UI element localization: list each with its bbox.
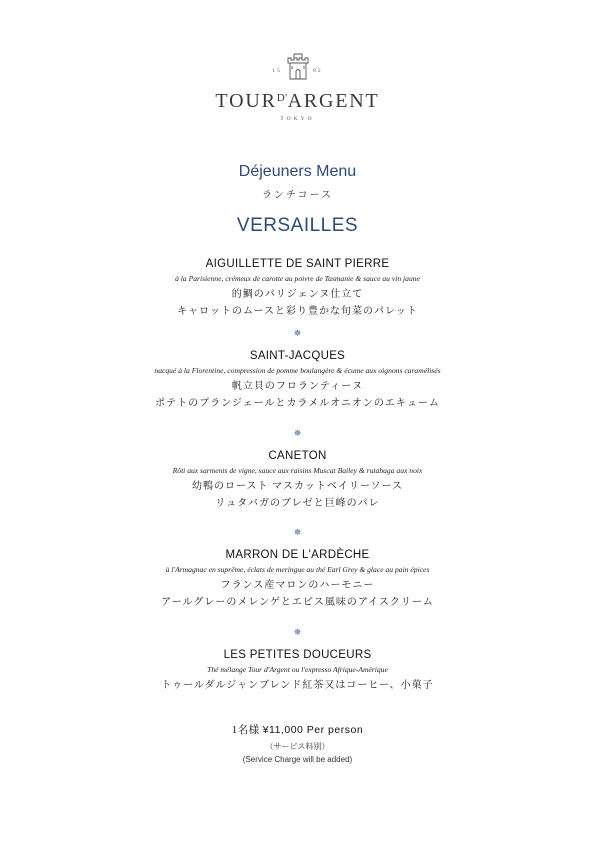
dish-name-jp: フランス産マロンのハーモニー: [220, 580, 375, 591]
dish-name-jp: 幼鴨のロースト マスカットベイリーソース: [192, 481, 403, 492]
dish-title: MARRON DE L'ARDÈCHE: [225, 549, 370, 561]
dish-description-jp: ポテトのブランジェールとカラメルオニオンのエキューム: [155, 398, 440, 409]
dish-section: [0, 257, 595, 319]
snowflake-icon: ✵: [293, 627, 302, 637]
snowflake-icon: ✵: [293, 328, 302, 338]
dish-description-fr: à la Parisienne, crémeux de carotte au poivre de Tasmanie & sauce au vin jaune: [175, 274, 420, 283]
wordmark-part-1: TOUR: [215, 90, 277, 112]
price-amount: ¥11,000 Per person: [262, 724, 364, 736]
castle-tower-icon: [0, 52, 595, 80]
snowflake-icon: ✵: [293, 428, 302, 438]
dish-section: [0, 548, 595, 610]
dish-title: AIGUILLETTE DE SAINT PIERRE: [205, 258, 390, 270]
dish-section: [0, 349, 595, 411]
price-block: [0, 723, 595, 766]
menu-title: Déjeuners Menu: [238, 163, 357, 180]
price-per-person-jp: 1名様: [231, 725, 260, 736]
year-left: 15: [272, 68, 282, 74]
dish-description-jp: リュタバガのブレゼと巨峰のパレ: [215, 498, 380, 509]
service-charge-en: (Service Charge will be added): [242, 755, 353, 764]
year-right: 82: [313, 68, 323, 74]
founding-year: [0, 68, 595, 74]
dish-description-fr: nacqué à la Florentine, compression de pomme boulangère & écume aux oignons caramélisés: [154, 366, 441, 375]
dish-description-fr: Thé mélange Tour d'Argent ou l'expresso Afrique-Amérique: [207, 665, 388, 674]
dish-section: [0, 449, 595, 511]
snowflake-icon: ✵: [293, 527, 302, 537]
wordmark-small: D': [276, 92, 288, 104]
menu-subtitle: ランチコース: [261, 190, 334, 201]
dish-name-jp: 帆立貝のフロランティーヌ: [231, 381, 364, 392]
dish-title: LES PETITES DOUCEURS: [223, 649, 372, 661]
wordmark-part-2: ARGENT: [287, 90, 380, 112]
dish-name-jp: 的鯛のパリジェンヌ仕立て: [231, 289, 364, 300]
dish-title: CANETON: [268, 450, 327, 462]
brand-wordmark: [0, 90, 595, 113]
brand-city: TOKYO: [280, 116, 315, 122]
price-line: [0, 723, 595, 738]
dish-title: SAINT-JACQUES: [249, 350, 346, 362]
course-name: VERSAILLES: [236, 215, 359, 236]
dish-description-fr: Rôti aux sarments de vigne, sauce aux raisins Muscat Bailey & rutabaga aux noix: [172, 466, 423, 475]
dish-section: [0, 648, 595, 693]
dish-description-jp: アールグレーのメレンゲとエピス風味のアイスクリーム: [161, 597, 434, 608]
service-charge-jp: （サービス料別）: [265, 742, 330, 751]
dish-name-jp: トゥールダルジャンブレンド紅茶又はコーヒー、小菓子: [161, 680, 434, 691]
dish-description-fr: à l'Armagnac en suprême, éclats de meringue au thé Earl Grey & glace au pain épices: [165, 565, 430, 574]
dish-description-jp: キャロットのムースと彩り豊かな旬菜のパレット: [177, 306, 418, 317]
